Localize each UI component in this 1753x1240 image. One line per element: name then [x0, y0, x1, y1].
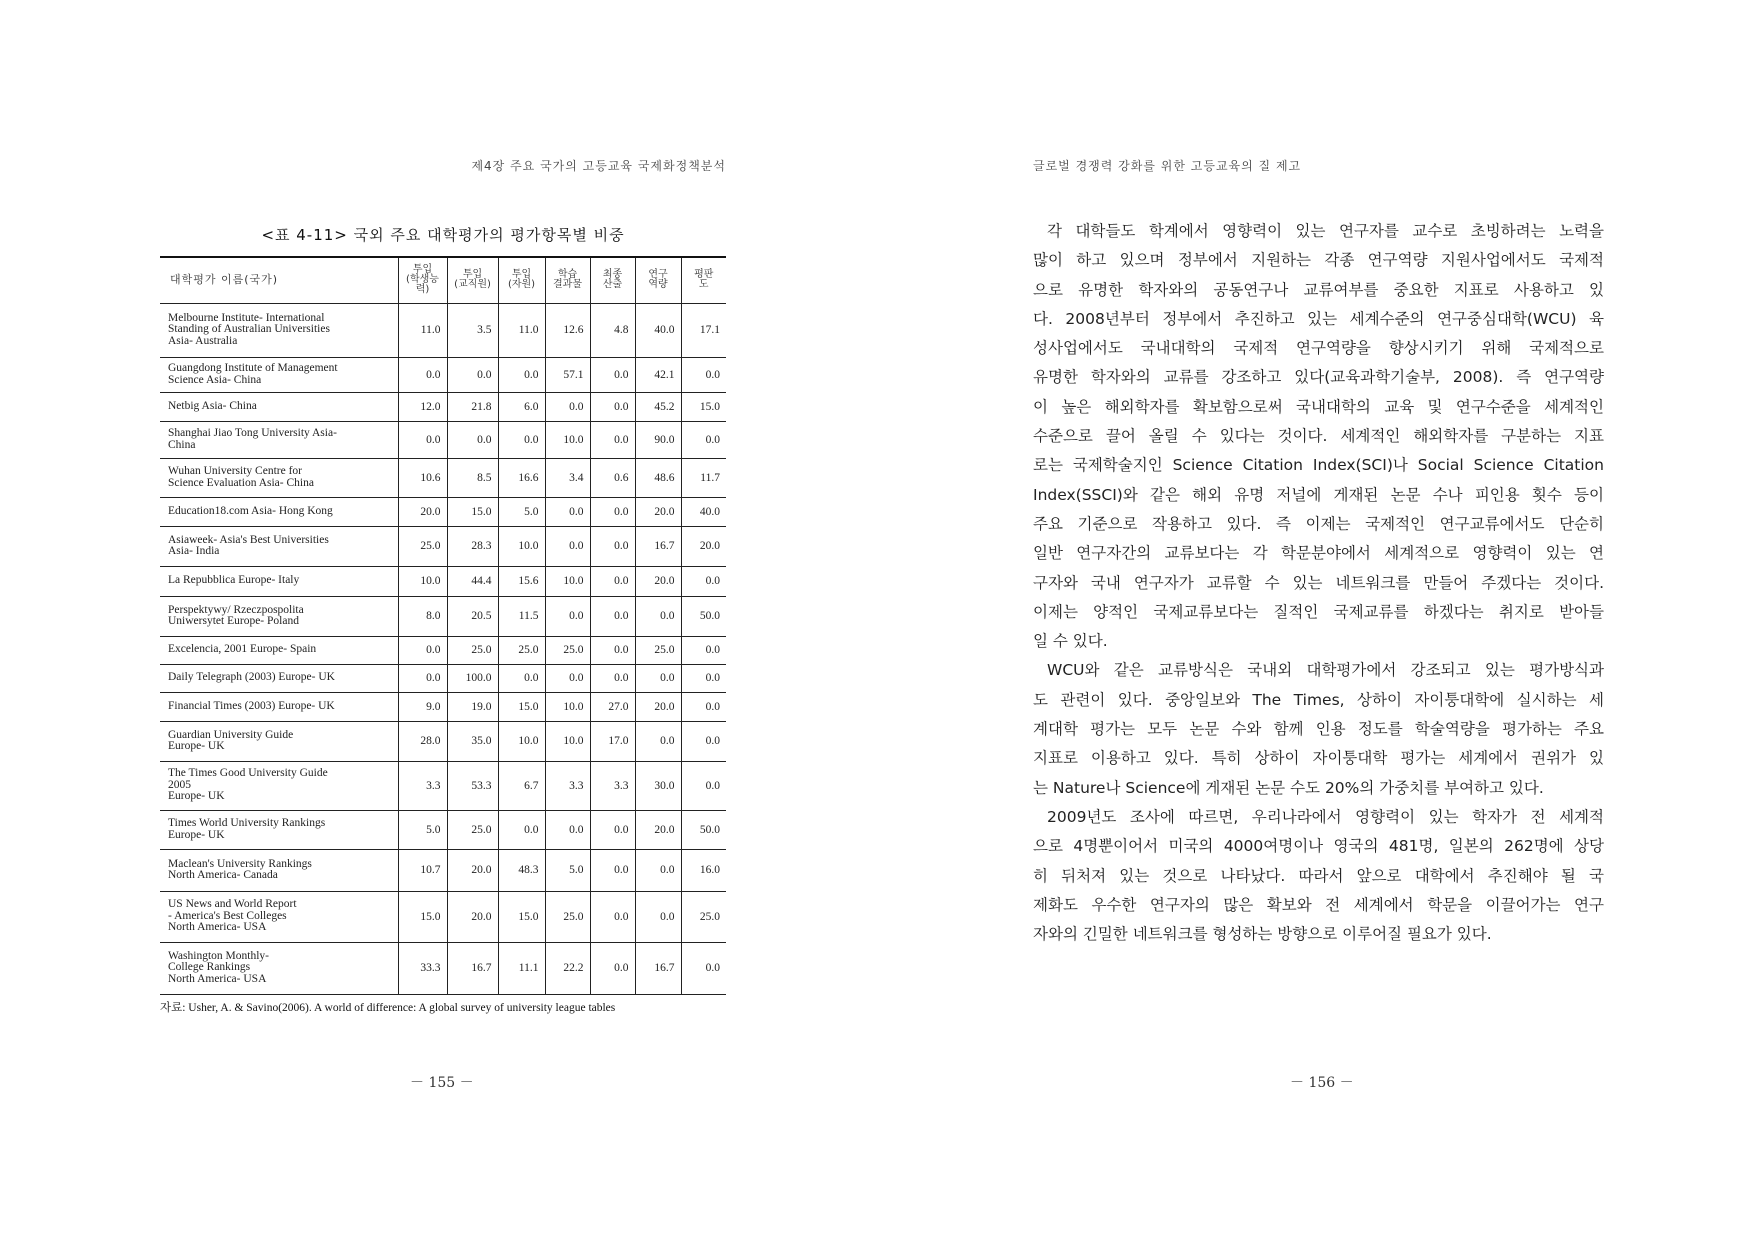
cell-evaluation-name: Guangdong Institute of Management Science Asia- China — [160, 357, 398, 392]
page-number-right: － 156 － — [1290, 1075, 1354, 1091]
cell-value: 10.0 — [545, 566, 590, 596]
cell-value: 15.0 — [447, 497, 498, 526]
text-line: 이 높은 해외학자를 확보함으로써 국내대학의 교육 및 연구수준을 세계적인 — [1033, 397, 1604, 416]
cell-value: 0.0 — [635, 664, 681, 692]
text-line: 히 뒤처져 있는 것으로 나타났다. 따라서 앞으로 대학에서 추진해야 될 국 — [1033, 866, 1604, 885]
cell-value: 15.0 — [681, 392, 726, 421]
cell-value: 12.6 — [545, 303, 590, 357]
cell-value: 25.0 — [447, 810, 498, 849]
column-header: 최종 산출 — [590, 257, 635, 303]
text-line: 는 Nature나 Science에 게재된 논문 수도 20%의 가중치를 부여하고 있다. — [1033, 778, 1544, 797]
cell-evaluation-name: Education18.com Asia- Hong Kong — [160, 497, 398, 526]
cell-value: 35.0 — [447, 721, 498, 761]
cell-value: 0.0 — [681, 357, 726, 392]
cell-value: 30.0 — [635, 761, 681, 810]
cell-value: 0.0 — [590, 849, 635, 891]
cell-value: 0.0 — [681, 942, 726, 994]
body-text — [1033, 217, 1604, 949]
text-line: 각 대학들도 학계에서 영향력이 있는 연구자를 교수로 초빙하려는 노력을 — [1047, 222, 1604, 240]
cell-value: 25.0 — [545, 891, 590, 942]
text-line: 다. 2008년부터 정부에서 추진하고 있는 세계수준의 연구중심대학(WCU) 육 — [1033, 309, 1604, 328]
column-header: 투입 (학생능력) — [398, 257, 447, 303]
cell-value: 20.0 — [635, 566, 681, 596]
table-row — [160, 664, 726, 692]
cell-value: 0.0 — [590, 392, 635, 421]
cell-value: 5.0 — [398, 810, 447, 849]
cell-value: 25.0 — [545, 636, 590, 664]
cell-value: 3.5 — [447, 303, 498, 357]
table-row — [160, 392, 726, 421]
cell-value: 0.0 — [545, 664, 590, 692]
cell-evaluation-name: US News and World Report - America's Best Colleges North America- USA — [160, 891, 398, 942]
cell-evaluation-name: Financial Times (2003) Europe- UK — [160, 692, 398, 721]
cell-value: 0.0 — [398, 357, 447, 392]
cell-value: 0.0 — [590, 421, 635, 458]
cell-value: 0.0 — [545, 392, 590, 421]
cell-value: 20.0 — [447, 849, 498, 891]
cell-evaluation-name: La Repubblica Europe- Italy — [160, 566, 398, 596]
cell-value: 20.0 — [635, 692, 681, 721]
cell-value: 17.1 — [681, 303, 726, 357]
cell-value: 8.5 — [447, 458, 498, 497]
cell-value: 0.0 — [681, 421, 726, 458]
cell-value: 16.7 — [635, 942, 681, 994]
cell-evaluation-name: Asiaweek- Asia's Best Universities Asia- India — [160, 526, 398, 566]
cell-evaluation-name: Wuhan University Centre for Science Evaluation Asia- China — [160, 458, 398, 497]
cell-value: 25.0 — [447, 636, 498, 664]
column-header: 투입 (자원) — [498, 257, 545, 303]
cell-value: 0.0 — [590, 664, 635, 692]
table-row — [160, 721, 726, 761]
cell-value: 3.4 — [545, 458, 590, 497]
cell-value: 20.0 — [447, 891, 498, 942]
cell-value: 15.0 — [398, 891, 447, 942]
cell-value: 0.0 — [498, 664, 545, 692]
cell-value: 0.0 — [681, 692, 726, 721]
cell-value: 15.6 — [498, 566, 545, 596]
cell-value: 28.0 — [398, 721, 447, 761]
cell-value: 0.0 — [590, 810, 635, 849]
cell-value: 0.0 — [545, 497, 590, 526]
cell-value: 0.0 — [635, 721, 681, 761]
text-line: 구자와 국내 연구자가 교류할 수 있는 네트워크를 만들어 주겠다는 것이다. — [1033, 573, 1604, 592]
cell-evaluation-name: Washington Monthly- College Rankings North America- USA — [160, 942, 398, 994]
table-row — [160, 357, 726, 392]
cell-value: 0.0 — [635, 891, 681, 942]
cell-value: 0.0 — [590, 942, 635, 994]
cell-value: 25.0 — [681, 891, 726, 942]
cell-value: 0.0 — [590, 497, 635, 526]
cell-value: 20.0 — [681, 526, 726, 566]
cell-value: 25.0 — [498, 636, 545, 664]
cell-value: 53.3 — [447, 761, 498, 810]
cell-value: 0.0 — [681, 761, 726, 810]
table-row — [160, 810, 726, 849]
cell-value: 0.0 — [590, 526, 635, 566]
cell-value: 20.0 — [635, 497, 681, 526]
text-line: 주요 기준으로 작용하고 있다. 즉 이제는 국제적인 연구교류에서도 단순히 — [1033, 514, 1604, 533]
text-line: 지표로 이용하고 있다. 특히 상하이 자이퉁대학 평가는 세계에서 권위가 있 — [1033, 749, 1604, 768]
cell-value: 0.0 — [398, 421, 447, 458]
cell-value: 44.4 — [447, 566, 498, 596]
cell-value: 10.6 — [398, 458, 447, 497]
cell-value: 10.0 — [545, 721, 590, 761]
cell-evaluation-name: Perspektywy/ Rzeczpospolita Uniwersytet Europe- Poland — [160, 596, 398, 636]
text-line: 계대학 평가는 모두 논문 수와 함께 인용 정도를 학술역량을 평가하는 주요 — [1033, 720, 1604, 739]
cell-evaluation-name: Melbourne Institute- International Standing of Australian Universities Asia- Australia — [160, 303, 398, 357]
cell-value: 6.0 — [498, 392, 545, 421]
cell-value: 0.0 — [681, 566, 726, 596]
cell-value: 16.0 — [681, 849, 726, 891]
text-line: 자와의 긴밀한 네트워크를 형성하는 방향으로 이루어질 필요가 있다. — [1033, 925, 1492, 944]
cell-value: 0.0 — [590, 566, 635, 596]
column-header: 연구 역량 — [635, 257, 681, 303]
cell-value: 5.0 — [498, 497, 545, 526]
cell-value: 8.0 — [398, 596, 447, 636]
cell-value: 20.5 — [447, 596, 498, 636]
cell-value: 10.0 — [398, 566, 447, 596]
cell-value: 33.3 — [398, 942, 447, 994]
cell-value: 16.7 — [447, 942, 498, 994]
cell-value: 0.0 — [681, 664, 726, 692]
cell-value: 57.1 — [545, 357, 590, 392]
table-header-row — [160, 257, 726, 303]
text-line: 로는 국제학술지인 Science Citation Index(SCI)나 Social Science Citation — [1033, 456, 1604, 475]
text-line: 많이 하고 있으며 정부에서 지원하는 각종 연구역량 지원사업에서도 국제적 — [1033, 251, 1604, 270]
cell-value: 16.7 — [635, 526, 681, 566]
cell-value: 21.8 — [447, 392, 498, 421]
table-row — [160, 849, 726, 891]
cell-evaluation-name: Guardian University Guide Europe- UK — [160, 721, 398, 761]
cell-value: 15.0 — [498, 891, 545, 942]
cell-value: 42.1 — [635, 357, 681, 392]
cell-value: 5.0 — [545, 849, 590, 891]
cell-value: 15.0 — [498, 692, 545, 721]
cell-value: 10.7 — [398, 849, 447, 891]
cell-value: 3.3 — [398, 761, 447, 810]
table-row — [160, 891, 726, 942]
cell-value: 3.3 — [590, 761, 635, 810]
text-line: 제화도 우수한 연구자의 많은 확보와 전 세계에서 학문을 이끌어가는 연구 — [1033, 895, 1604, 914]
text-line: 도 관련이 있다. 중앙일보와 The Times, 상하이 자이퉁대학에 실시하는 세 — [1033, 690, 1604, 709]
cell-evaluation-name: Daily Telegraph (2003) Europe- UK — [160, 664, 398, 692]
text-line: 으로 4명뿐이어서 미국의 4000여명이나 영국의 481명, 일본의 262명에 상당 — [1033, 837, 1604, 856]
cell-value: 48.6 — [635, 458, 681, 497]
text-line: 수준으로 끌어 올릴 수 있다는 것이다. 세계적인 해외학자를 구분하는 지표 — [1033, 427, 1604, 446]
cell-value: 0.0 — [681, 636, 726, 664]
table-row — [160, 761, 726, 810]
running-head-right: 글로벌 경쟁력 강화를 위한 고등교육의 질 제고 — [1033, 159, 1302, 173]
cell-value: 27.0 — [590, 692, 635, 721]
cell-value: 0.0 — [590, 596, 635, 636]
cell-evaluation-name: Netbig Asia- China — [160, 392, 398, 421]
source-note: 자료: Usher, A. & Savino(2006). A world of difference: A global survey of university league tables — [160, 1002, 616, 1014]
cell-value: 22.2 — [545, 942, 590, 994]
column-header: 투입 (교직원) — [447, 257, 498, 303]
cell-value: 0.0 — [498, 810, 545, 849]
cell-value: 0.0 — [590, 636, 635, 664]
table-row — [160, 497, 726, 526]
cell-value: 50.0 — [681, 596, 726, 636]
cell-value: 28.3 — [447, 526, 498, 566]
cell-value: 0.0 — [545, 526, 590, 566]
column-header: 학습 결과물 — [545, 257, 590, 303]
cell-value: 11.1 — [498, 942, 545, 994]
cell-value: 0.0 — [447, 357, 498, 392]
table-row — [160, 692, 726, 721]
cell-evaluation-name: Excelencia, 2001 Europe- Spain — [160, 636, 398, 664]
cell-value: 11.0 — [498, 303, 545, 357]
column-header-name: 대학평가 이름(국가) — [160, 257, 398, 303]
running-head-left: 제4장 주요 국가의 고등교육 국제화정책분석 — [471, 159, 726, 173]
cell-value: 20.0 — [398, 497, 447, 526]
cell-value: 0.0 — [635, 596, 681, 636]
cell-evaluation-name: Shanghai Jiao Tong University Asia- China — [160, 421, 398, 458]
evaluation-weights-table — [160, 256, 726, 995]
text-line: 성사업에서도 국내대학의 국제적 연구역량을 향상시키기 위해 국제적으로 — [1033, 339, 1604, 358]
text-line: Index(SSCI)와 같은 해외 유명 저널에 게재된 논문 수나 피인용 횟수 등이 — [1033, 485, 1604, 504]
text-line: 유명한 학자와의 교류를 강조하고 있다(교육과학기술부, 2008). 즉 연구역량 — [1033, 368, 1604, 387]
cell-evaluation-name: The Times Good University Guide 2005 Europe- UK — [160, 761, 398, 810]
cell-value: 10.0 — [545, 692, 590, 721]
column-header: 평판 도 — [681, 257, 726, 303]
cell-value: 9.0 — [398, 692, 447, 721]
cell-evaluation-name: Times World University Rankings Europe- UK — [160, 810, 398, 849]
cell-value: 48.3 — [498, 849, 545, 891]
cell-value: 0.0 — [545, 810, 590, 849]
cell-value: 4.8 — [590, 303, 635, 357]
cell-value: 20.0 — [635, 810, 681, 849]
cell-value: 19.0 — [447, 692, 498, 721]
cell-value: 11.7 — [681, 458, 726, 497]
table-title: <표 4-11> 국외 주요 대학평가의 평가항목별 비중 — [261, 226, 625, 244]
cell-value: 0.0 — [590, 891, 635, 942]
page-number-left: － 155 － — [410, 1075, 474, 1091]
table-row — [160, 942, 726, 994]
cell-value: 100.0 — [447, 664, 498, 692]
cell-value: 25.0 — [635, 636, 681, 664]
cell-value: 12.0 — [398, 392, 447, 421]
cell-value: 0.0 — [398, 636, 447, 664]
cell-value: 0.0 — [498, 357, 545, 392]
cell-value: 16.6 — [498, 458, 545, 497]
cell-value: 0.0 — [498, 421, 545, 458]
cell-value: 50.0 — [681, 810, 726, 849]
cell-value: 40.0 — [635, 303, 681, 357]
cell-value: 10.0 — [498, 526, 545, 566]
table-row — [160, 303, 726, 357]
cell-evaluation-name: Maclean's University Rankings North America- Canada — [160, 849, 398, 891]
table-row — [160, 636, 726, 664]
cell-value: 11.0 — [398, 303, 447, 357]
cell-value: 0.0 — [447, 421, 498, 458]
text-line: 일반 연구자간의 교류보다는 각 학문분야에서 세계적으로 영향력이 있는 연 — [1033, 544, 1604, 563]
cell-value: 3.3 — [545, 761, 590, 810]
cell-value: 0.0 — [590, 357, 635, 392]
text-line: 일 수 있다. — [1033, 632, 1108, 651]
text-line: 이제는 양적인 국제교류보다는 질적인 국제교류를 하겠다는 취지로 받아들 — [1033, 602, 1604, 621]
table-row — [160, 566, 726, 596]
table-row — [160, 596, 726, 636]
cell-value: 0.0 — [545, 596, 590, 636]
cell-value: 0.6 — [590, 458, 635, 497]
cell-value: 10.0 — [545, 421, 590, 458]
cell-value: 25.0 — [398, 526, 447, 566]
cell-value: 10.0 — [498, 721, 545, 761]
cell-value: 90.0 — [635, 421, 681, 458]
table-row — [160, 458, 726, 497]
cell-value: 17.0 — [590, 721, 635, 761]
cell-value: 45.2 — [635, 392, 681, 421]
cell-value: 6.7 — [498, 761, 545, 810]
cell-value: 0.0 — [398, 664, 447, 692]
cell-value: 11.5 — [498, 596, 545, 636]
text-line: 으로 유명한 학자와의 공동연구나 교류여부를 중요한 지표로 사용하고 있 — [1033, 280, 1604, 299]
cell-value: 0.0 — [635, 849, 681, 891]
text-line: WCU와 같은 교류방식은 국내외 대학평가에서 강조되고 있는 평가방식과 — [1047, 661, 1604, 680]
table-row — [160, 421, 726, 458]
cell-value: 0.0 — [681, 721, 726, 761]
cell-value: 40.0 — [681, 497, 726, 526]
text-line: 2009년도 조사에 따르면, 우리나라에서 영향력이 있는 학자가 전 세계적 — [1047, 807, 1604, 826]
table-row — [160, 526, 726, 566]
